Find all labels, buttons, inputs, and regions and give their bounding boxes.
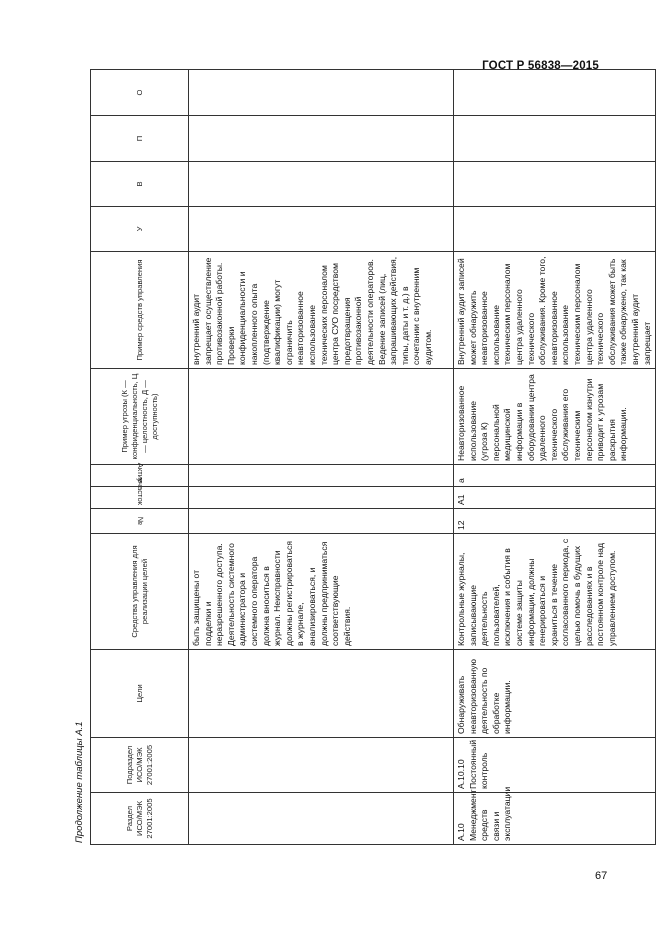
cell-v	[454, 162, 656, 207]
col-header-p: П	[91, 116, 189, 162]
cell-number: 12	[454, 509, 656, 534]
cell-asset	[189, 465, 454, 487]
cell-p	[189, 116, 454, 162]
col-header-number-text: №	[135, 516, 145, 526]
cell-threat: Неавторизованное использование (угроза К) персональной медицинской информации в оборудовании центра удаленного технического обслуживания его техническим персоналом изнутри приводит к угрозам раскрытия информации.	[454, 369, 656, 465]
cell-asset: а	[454, 465, 656, 487]
col-header-example: Пример средств управления	[91, 252, 189, 369]
col-header-controls: Средства управления для реализации целей	[91, 534, 189, 650]
cell-section	[189, 793, 454, 845]
col-header-subsection: Подраздел ИСО/МЭК 27001:2005	[91, 738, 189, 793]
table-row	[454, 70, 656, 845]
cell-controls: Контрольные журналы, записывающие деятельность пользователей, исключения и события в системе защиты информации, должны генерироваться и храниться в течение согласованного периода, с целью помочь в будущих расследованиях и в постоянном контроле над управлением доступом.	[454, 534, 656, 650]
cell-o	[189, 70, 454, 116]
cell-goals: Обнаруживать неавторизованную деятельность по обработке информации.	[454, 650, 656, 738]
col-header-u: У	[91, 207, 189, 252]
cell-u	[189, 207, 454, 252]
cell-subsection: А.10.10 Постоянный контроль	[454, 738, 656, 793]
table-caption: Продолжение таблицы А.1	[74, 721, 85, 843]
cell-example: Внутренний аудит записей может обнаружить неавторизованное использование техническим персоналом центра удаленного технического обслуживания. Кроме того, неавторизованное использование техническим персоналом центра удаленного технического обслуживания может быть также обнаружено, так как внутренний аудит запрещает	[454, 252, 656, 369]
col-header-asset-text: Актив	[135, 462, 145, 483]
cell-area: А1	[454, 487, 656, 509]
cell-v	[189, 162, 454, 207]
controls-table	[90, 69, 656, 845]
col-header-area	[91, 478, 189, 509]
cell-o	[454, 70, 656, 116]
cell-area	[189, 487, 454, 509]
page-number: 67	[595, 870, 608, 882]
col-header-section: Раздел ИСО/МЭК 27001:2005	[91, 793, 189, 845]
rotated-table-block	[70, 70, 652, 845]
cell-p	[454, 116, 656, 162]
cell-example: внутренний аудит запрещает осуществление противозаконной работы. Проверки конфиденциальности и накопленного опыта (подтверждение квалификации) могут ограничить неавторизованное использование технических персоналом центра СУО посредством предотвращения противозаконной деятельности операторов. Ведение записей (лиц, запрашивающих действия, типы, даты и т. д.) в сочетании с внутренним аудитом.	[189, 252, 454, 369]
cell-goals	[189, 650, 454, 738]
table-header-row	[91, 70, 189, 845]
col-header-number	[91, 509, 189, 534]
cell-threat	[189, 369, 454, 465]
cell-number	[189, 509, 454, 534]
col-header-area-text: участок	[135, 478, 145, 505]
cell-subsection	[189, 738, 454, 793]
col-header-v: В	[91, 162, 189, 207]
cell-controls: быть защищены от подделки и неразрешенного доступа. Деятельность системного администратора и системного оператора должна вноситься в журнал. Неисправности должны регистрироваться в журнале, анализироваться, и должны предприниматься соответствующие действия.	[189, 534, 454, 650]
table-row	[189, 70, 454, 845]
col-header-o: О	[91, 70, 189, 116]
cell-u	[454, 207, 656, 252]
document-code: ГОСТ Р 56838—2015	[482, 60, 599, 72]
col-header-threat: Пример угрозы (К — конфиденциальность, Ц — целостность, Д — доступность)	[91, 369, 189, 465]
cell-section: А.10 Менеджмент средств связи и эксплуатации	[454, 793, 656, 845]
col-header-goals: Цели	[91, 650, 189, 738]
